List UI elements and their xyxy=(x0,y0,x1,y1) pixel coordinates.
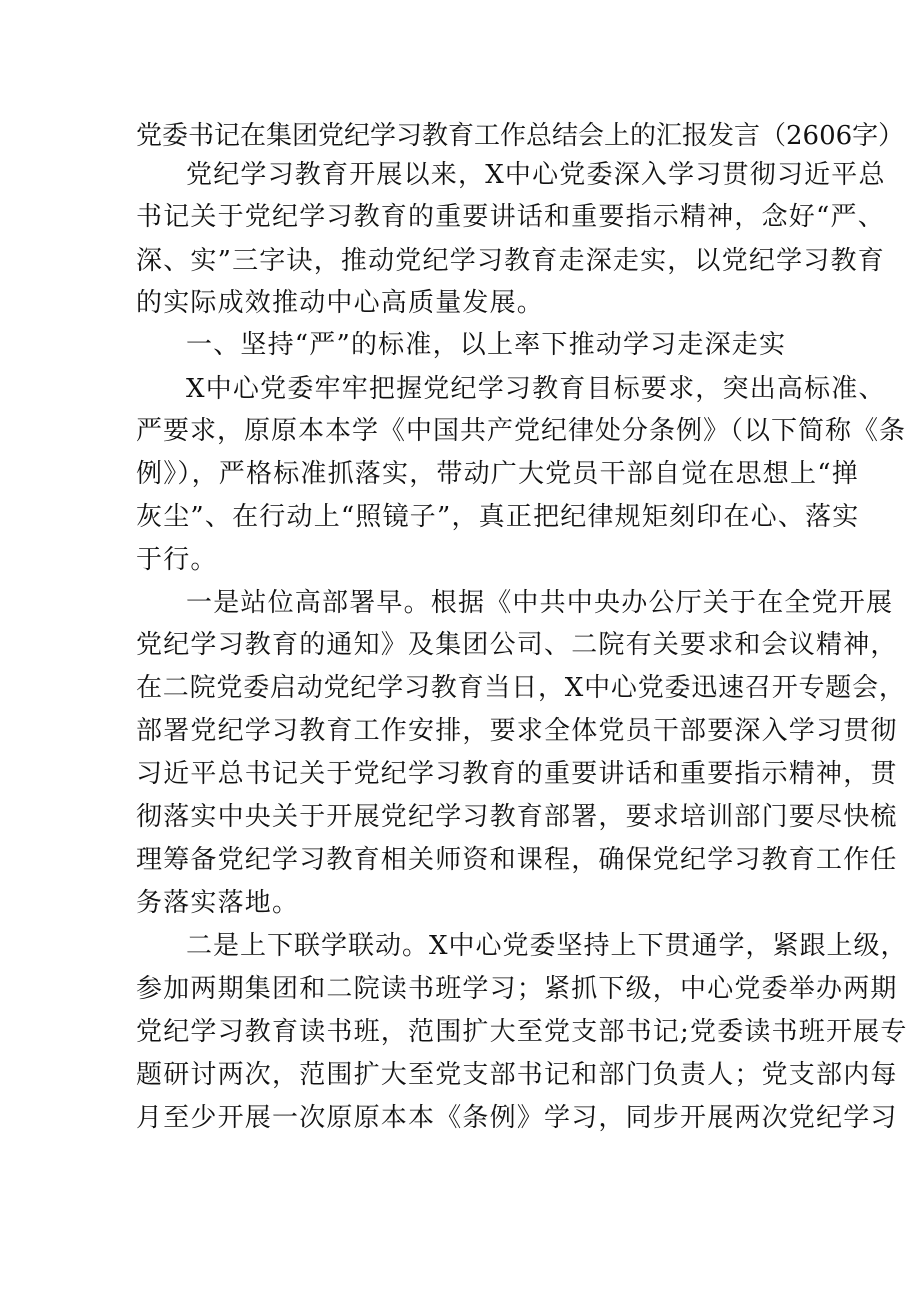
section1-line-1: X中心党委牢牢把握党纪学习教育目标要求，突出高标准、 xyxy=(186,374,886,404)
point1-line-1: 一是站位高部署早。根据《中共中央办公厅关于在全党开展 xyxy=(186,588,894,618)
intro-line-3: 深、实”三字诀，推动党纪学习教育走深走实，以党纪学习教育 xyxy=(136,246,885,276)
section1-line-3: 例》），严格标准抓落实，带动广大党员干部自觉在思想上“掸 xyxy=(136,459,859,489)
section1-line-2: 严要求，原原本本学《中国共产党纪律处分条例》（以下简称《条 xyxy=(136,416,907,446)
document-title: 党委书记在集团党纪学习教育工作总结会上的汇报发言（2606字） xyxy=(136,121,905,151)
section1-line-4: 灰尘”、在行动上“照镜子”，真正把纪律规矩刻印在心、落实 xyxy=(136,502,860,532)
section1-heading: 一、坚持“严”的标准，以上率下推动学习走深走实 xyxy=(186,330,787,360)
point1-line-2: 党纪学习教育的通知》及集团公司、二院有关要求和会议精神， xyxy=(136,630,898,660)
point2-line-4: 题研讨两次，范围扩大至党支部书记和部门负责人；党支部内每 xyxy=(136,1060,898,1090)
point2-line-5: 月至少开展一次原原本本《条例》学习，同步开展两次党纪学习 xyxy=(136,1103,898,1133)
point1-line-6: 彻落实中央关于开展党纪学习教育部署，要求培训部门要尽快梳 xyxy=(136,802,898,832)
point1-line-4: 部署党纪学习教育工作安排，要求全体党员干部要深入学习贯彻 xyxy=(136,716,898,746)
point1-line-7: 理筹备党纪学习教育相关师资和课程，确保党纪学习教育工作任 xyxy=(136,845,898,875)
point2-line-3: 党纪学习教育读书班，范围扩大至党支部书记;党委读书班开展专 xyxy=(136,1017,908,1047)
point1-line-5: 习近平总书记关于党纪学习教育的重要讲话和重要指示精神，贯 xyxy=(136,759,898,789)
point2-line-1: 二是上下联学联动。X中心党委坚持上下贯通学，紧跟上级， xyxy=(186,931,908,961)
intro-line-4: 的实际成效推动中心高质量发展。 xyxy=(136,288,545,318)
point2-line-2: 参加两期集团和二院读书班学习；紧抓下级，中心党委举办两期 xyxy=(136,974,898,1004)
point1-line-8: 务落实落地。 xyxy=(136,888,300,918)
point1-line-3: 在二院党委启动党纪学习教育当日，X中心党委迅速召开专题会， xyxy=(136,673,906,703)
intro-line-1: 党纪学习教育开展以来，X中心党委深入学习贯彻习近平总 xyxy=(186,160,886,190)
intro-line-2: 书记关于党纪学习教育的重要讲话和重要指示精神，念好“严、 xyxy=(136,202,885,232)
section1-line-5: 于行。 xyxy=(136,545,218,575)
